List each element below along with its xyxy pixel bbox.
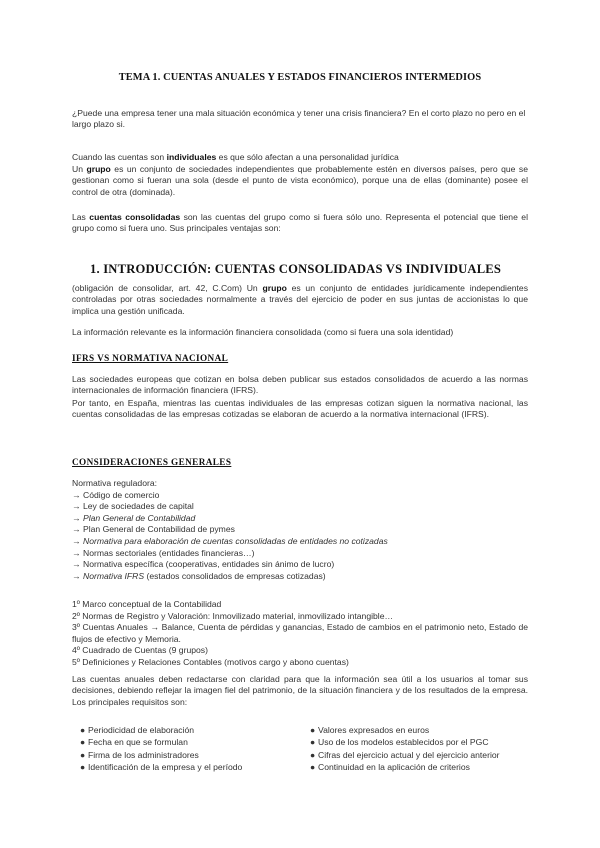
list-item [80, 761, 242, 773]
bullet-icon: ● [80, 762, 86, 773]
s1-p1-term: grupo [262, 283, 287, 293]
list-item [80, 724, 242, 736]
normativa-item-ifrs [72, 571, 528, 583]
requisito-label: Cifras del ejercicio actual y del ejercicio anterior [318, 749, 500, 760]
grupo-paragraph [72, 164, 528, 198]
list-item [310, 724, 500, 736]
normativa-item: → Plan General de Contabilidad [72, 512, 196, 523]
normativa-list [72, 478, 528, 582]
normativa-item: → Código de comercio [72, 489, 160, 500]
s1-p1-post: es un conjunto de entidades jurídicamente independientes controladas por otras sociedades normalmente a través del ejercicio de poder en sus juntas de accionistas lo que implica una gestión unificada. [72, 283, 528, 316]
normativa-item: → Ley de sociedades de capital [72, 501, 194, 512]
requisito-label: Continuidad en la aplicación de criterios [318, 762, 470, 773]
arrow: → [72, 570, 83, 581]
intro-question: ¿Puede una empresa tener una mala situación económica y tener una crisis financiera? En el corto plazo no pero en el largo plazo si. [72, 108, 526, 130]
grupo-term: grupo [86, 164, 111, 174]
requisito-label: Identificación de la empresa y el período [88, 762, 243, 773]
bullet-icon: ● [310, 749, 316, 760]
pgc-item: 2º Normas de Registro y Valoración: Inmovilizado material, inmovilizado intangible… [72, 610, 394, 621]
list-item [80, 749, 242, 761]
s1-p1-pre: (obligación de consolidar, art. 42, C.Com) Un [72, 283, 263, 293]
requisitos-left-list [80, 724, 242, 774]
requisitos-right-list [310, 724, 500, 774]
bullet-icon: ● [80, 737, 86, 748]
list-item [310, 736, 500, 748]
individuales-term: individuales [166, 152, 217, 162]
requisito-label: Firma de los administradores [88, 749, 199, 760]
section-1-heading: 1. INTRODUCCIÓN: CUENTAS CONSOLIDADAS VS INDIVIDUALES [90, 262, 502, 276]
pgc-item: 1º Marco conceptual de la Contabilidad [72, 599, 222, 609]
grupo-pre: Un [72, 164, 87, 174]
requisito-label: Uso de los modelos establecidos por el PGC [318, 737, 489, 748]
closing-paragraph: Las cuentas anuales deben redactarse con claridad para que la información sea útil a los usuarios al tomar sus decisiones, debiendo reflejar la imagen fiel del patrimonio, de la situación financiera y de los resultados de la empresa. Los principales requisitos son: [72, 674, 528, 707]
ifrs-heading: IFRS VS NORMATIVA NACIONAL [72, 353, 229, 363]
bullet-icon: ● [310, 725, 316, 735]
grupo-post: es un conjunto de sociedades independientes que probablemente estén en diversos países, pero que se gestionan como si fueran una sola (desde el punto de vista económico), porque una de ellas (dominante) posee el control de otra (dominada). [72, 164, 528, 197]
section-1-paragraph-1 [72, 283, 528, 317]
normativa-lead: Normativa reguladora: [72, 478, 158, 488]
normativa-item: → Normativa para elaboración de cuentas consolidadas de entidades no cotizadas [72, 535, 388, 546]
requisito-label: Fecha en que se formulan [88, 737, 188, 748]
consolidadas-paragraph [72, 212, 528, 235]
list-item [80, 736, 242, 748]
consolidadas-term: cuentas consolidadas [89, 212, 181, 222]
individuales-pre: Cuando las cuentas son [72, 152, 167, 162]
section-1-paragraph-2: La información relevante es la información financiera consolidada (como si fuera una sola identidad) [72, 327, 454, 337]
individuales-paragraph [72, 152, 528, 163]
list-item [310, 749, 500, 761]
document-title: TEMA 1. CUENTAS ANUALES Y ESTADOS FINANCIEROS INTERMEDIOS [118, 72, 482, 83]
normativa-item: → Normativa específica (cooperativas, entidades sin ánimo de lucro) [72, 559, 335, 570]
requisito-label: Periodicidad de elaboración [88, 725, 195, 735]
consolidadas-post: son las cuentas del grupo como si fuera sólo uno. Representa el potencial que tiene el grupo como si fuera uno. Sus principales ventajas son: [72, 212, 528, 234]
requisito-label: Valores expresados en euros [318, 725, 430, 735]
bullet-icon: ● [310, 737, 316, 748]
pgc-list [72, 599, 528, 669]
individuales-post: es que sólo afectan a una personalidad jurídica [216, 152, 399, 162]
pgc-item: 4º Cuadrado de Cuentas (9 grupos) [72, 645, 208, 656]
pgc-item: 3º Cuentas Anuales → Balance, Cuenta de pérdidas y ganancias, Estado de cambios en el patrimonio neto, Estado de flujos de efectivo y Memoria. [72, 622, 528, 644]
normativa-item: → Plan General de Contabilidad de pymes [72, 524, 235, 535]
bullet-icon: ● [310, 762, 316, 773]
normativa-item: → Normas sectoriales (entidades financieras…) [72, 547, 255, 558]
consideraciones-heading: CONSIDERACIONES GENERALES [72, 457, 232, 467]
ifrs-rest: (estados consolidados de empresas cotizadas) [144, 570, 326, 581]
ifrs-italic: Normativa IFRS [82, 570, 145, 581]
consolidadas-pre: Las [72, 212, 90, 222]
ifrs-paragraph-2: Por tanto, en España, mientras las cuentas individuales de las empresas cotizan siguen la normativa nacional, las cuentas consolidadas de las empresas cotizadas se elaboran de acuerdo a la normativa internacional (IFRS). [72, 398, 528, 420]
ifrs-paragraph-1: Las sociedades europeas que cotizan en bolsa deben publicar sus estados consolidados de acuerdo a las normas internacionales de información financiera (IFRS). [72, 374, 528, 396]
list-item [310, 761, 500, 773]
bullet-icon: ● [80, 749, 86, 760]
bullet-icon: ● [80, 725, 86, 735]
pgc-item: 5º Definiciones y Relaciones Contables (motivos cargo y abono cuentas) [72, 656, 349, 667]
